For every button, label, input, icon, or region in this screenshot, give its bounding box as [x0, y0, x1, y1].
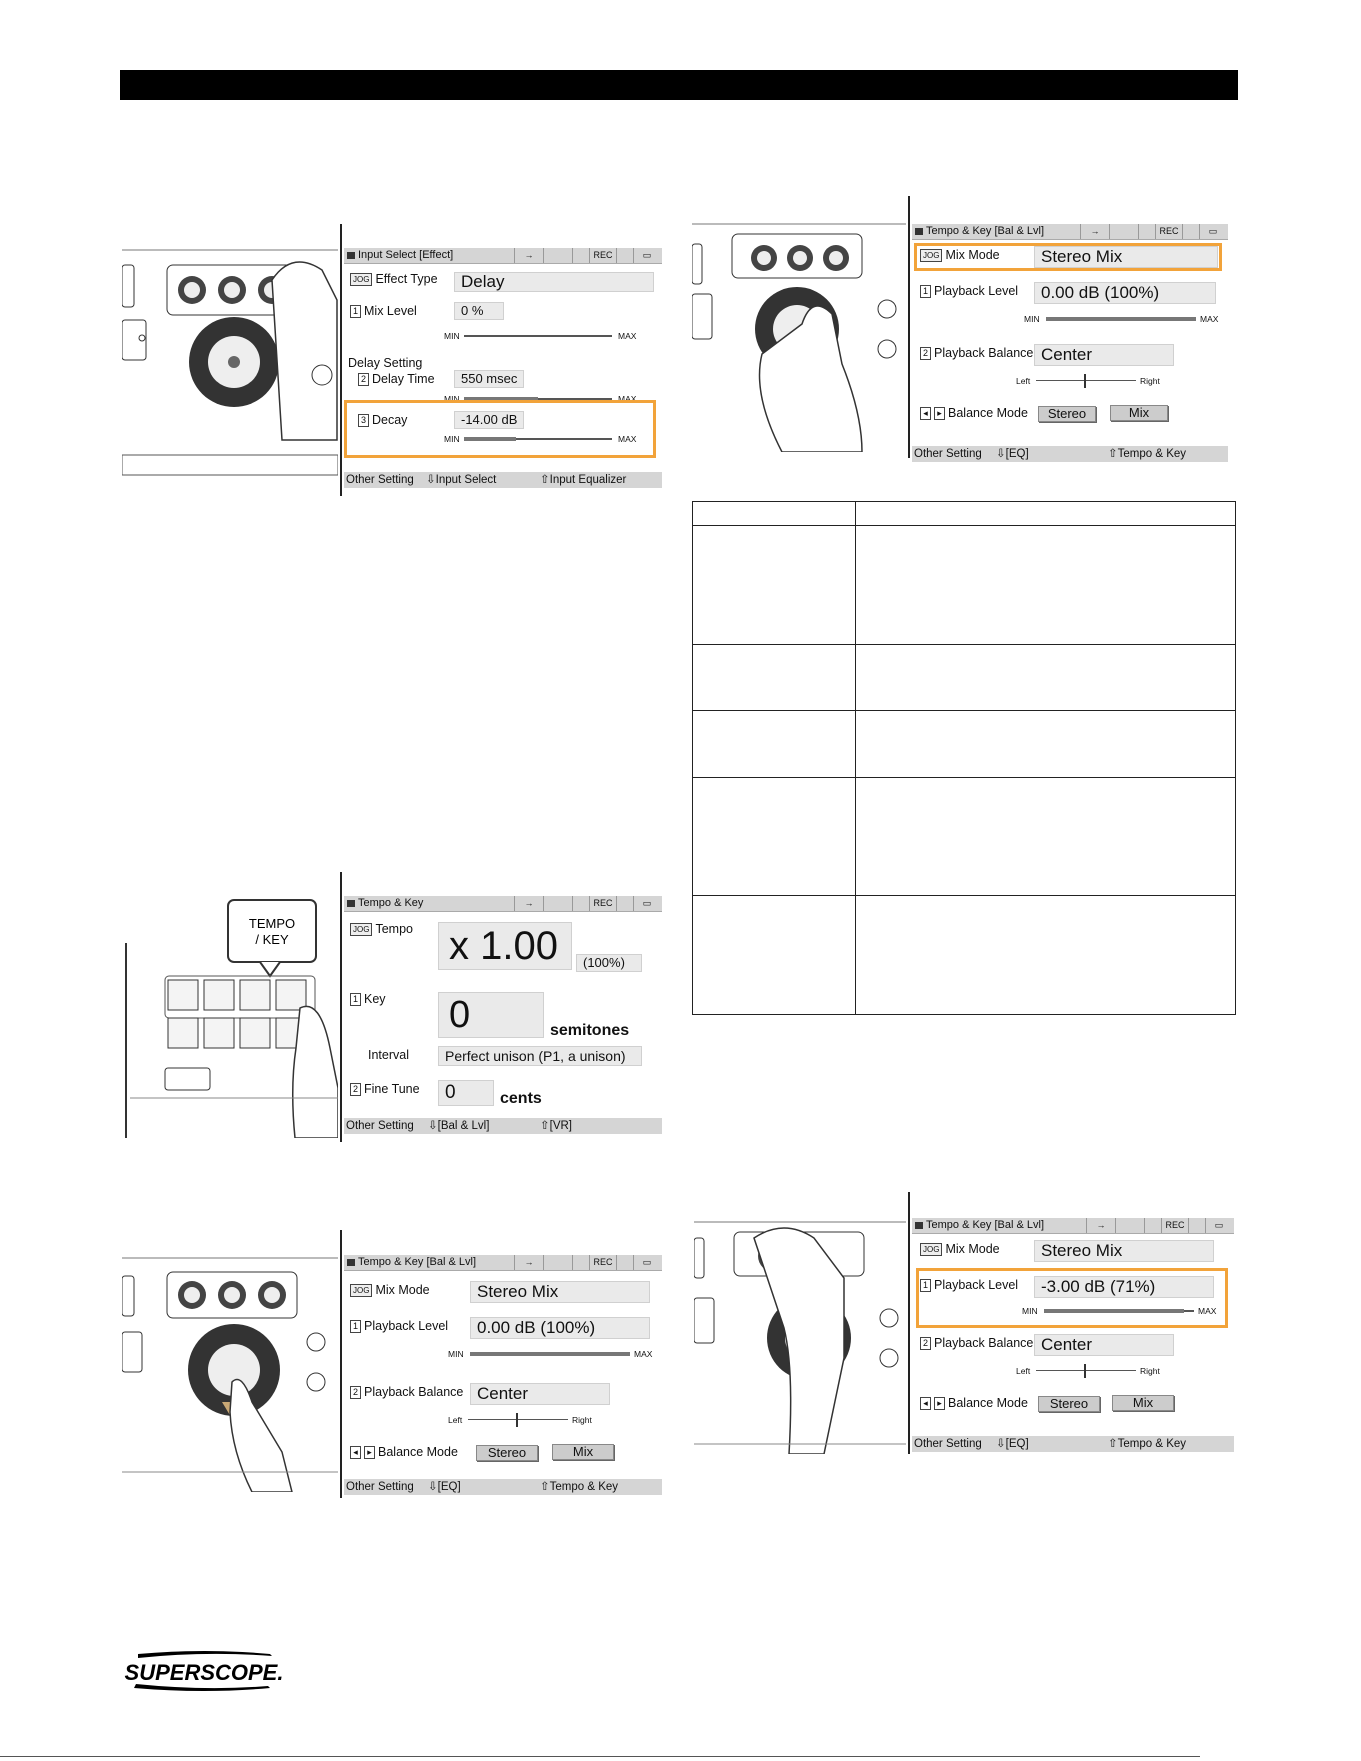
battery-icon: ▭ [1205, 1218, 1232, 1233]
footer-down-nav[interactable]: ⇩[EQ] [996, 1438, 1029, 1450]
mix-mode-value[interactable]: Stereo Mix [470, 1281, 650, 1303]
playback-balance-value[interactable]: Center [470, 1383, 610, 1405]
lcd-tempo-key [344, 896, 662, 1134]
footer-up-nav[interactable]: ⇧Tempo & Key [1108, 1438, 1187, 1450]
balance-mode-label: ◂ ▸ Balance Mode [920, 1396, 1028, 1410]
footer-other-setting: Other Setting [914, 1438, 982, 1450]
lcd-bal-lvl-a [912, 224, 1228, 462]
rec-indicator: REC [589, 896, 616, 911]
lcd-title: Tempo & Key [Bal & Lvl] [358, 1256, 476, 1268]
lcd-header [344, 248, 662, 264]
footer-other-setting: Other Setting [346, 474, 414, 486]
table-header-cell [856, 502, 1236, 526]
lcd-title: Tempo & Key [Bal & Lvl] [926, 225, 1044, 237]
mix-level-label: 1 Mix Level [350, 304, 417, 318]
playback-balance-value[interactable]: Center [1034, 344, 1174, 366]
arrow-icon: → [1080, 224, 1109, 239]
decay-slider[interactable]: MIN MAX [444, 434, 637, 444]
table-cell [856, 711, 1236, 777]
decay-label: 3 Decay [358, 413, 407, 427]
stereo-button[interactable]: Stereo [476, 1445, 538, 1461]
battery-icon: ▭ [633, 1255, 660, 1270]
lcd-header [912, 1218, 1234, 1234]
effect-type-label: JOG Effect Type [350, 272, 438, 286]
mix-level-slider[interactable]: MIN MAX [444, 331, 637, 341]
arrow-icon: → [514, 248, 543, 263]
lcd-footer [344, 472, 662, 488]
playback-balance-value[interactable]: Center [1034, 1334, 1174, 1356]
footer-other-setting: Other Setting [914, 448, 982, 460]
arrow-icon: → [514, 896, 543, 911]
playback-level-slider[interactable]: MIN MAX [448, 1349, 653, 1359]
lcd-header [912, 224, 1228, 240]
balance-slider[interactable]: Left Right [448, 1415, 592, 1425]
delay-time-value[interactable]: 550 msec [454, 370, 524, 388]
stereo-button[interactable]: Stereo [1038, 1396, 1100, 1412]
bottom-rule [0, 1756, 1200, 1757]
mix-mode-label: JOG Mix Mode [350, 1283, 430, 1297]
lcd-footer [912, 1436, 1234, 1452]
playback-level-value[interactable]: -3.00 dB (71%) [1034, 1276, 1214, 1298]
mix-mode-label: JOG Mix Mode [920, 248, 1000, 262]
rec-indicator: REC [1155, 224, 1182, 239]
lcd-bal-lvl-b [344, 1255, 662, 1495]
playback-level-highlight [916, 1268, 1228, 1328]
rec-indicator: REC [589, 248, 616, 263]
table-cell [693, 777, 856, 896]
playback-level-value[interactable]: 0.00 dB (100%) [1034, 282, 1216, 304]
footer-up-nav[interactable]: ⇧[VR] [540, 1120, 573, 1132]
playback-level-slider[interactable]: MIN MAX [1024, 314, 1219, 324]
effect-type-value[interactable]: Delay [454, 272, 654, 292]
footer-down-nav[interactable]: ⇩[Bal & Lvl] [428, 1120, 490, 1132]
header-bar [120, 70, 1238, 100]
mix-mode-value[interactable]: Stereo Mix [1034, 246, 1218, 268]
table-cell [693, 526, 856, 645]
lcd-title: Tempo & Key [358, 897, 424, 909]
playback-level-label: 1 Playback Level [350, 1319, 448, 1333]
mix-button[interactable]: Mix [552, 1444, 614, 1460]
figure-divider [340, 224, 342, 496]
device-illustration [692, 214, 906, 452]
mix-button[interactable]: Mix [1110, 405, 1168, 421]
footer-down-nav[interactable]: ⇩[EQ] [428, 1481, 461, 1493]
decay-value[interactable]: -14.00 dB [454, 411, 524, 429]
mix-mode-label: JOG Mix Mode [920, 1242, 1000, 1256]
figure-divider [340, 1230, 342, 1498]
playback-level-value[interactable]: 0.00 dB (100%) [470, 1317, 650, 1339]
footer-other-setting: Other Setting [346, 1120, 414, 1132]
tempo-label: JOG Tempo [350, 922, 413, 936]
playback-level-slider[interactable]: MIN MAX [1022, 1306, 1217, 1316]
lcd-header [344, 896, 662, 912]
playback-balance-label: 2 Playback Balance [920, 346, 1033, 360]
table-cell [693, 644, 856, 710]
fine-tune-unit: cents [500, 1090, 542, 1107]
lcd-input-effect [344, 248, 662, 488]
footer-down-nav[interactable]: ⇩Input Select [426, 474, 497, 486]
delay-setting-heading: Delay Setting [348, 356, 423, 370]
lcd-bal-lvl-c [912, 1218, 1234, 1452]
tempo-value[interactable]: x 1.00 [438, 922, 572, 970]
lcd-footer [912, 446, 1228, 462]
interval-value: Perfect unison (P1, a unison) [438, 1046, 642, 1066]
playback-level-label: 1 Playback Level [920, 284, 1018, 298]
table-cell [856, 526, 1236, 645]
key-value[interactable]: 0 [438, 992, 544, 1038]
figure-divider [340, 872, 342, 1142]
rec-indicator: REC [1161, 1218, 1188, 1233]
playback-balance-label: 2 Playback Balance [350, 1385, 463, 1399]
superscope-logo [120, 1650, 290, 1692]
figure-divider [908, 196, 910, 458]
lcd-title: Tempo & Key [Bal & Lvl] [926, 1219, 1044, 1231]
table-cell [856, 777, 1236, 896]
footer-up-nav[interactable]: ⇧Tempo & Key [540, 1481, 619, 1493]
delay-time-slider[interactable]: MIN MAX [444, 394, 637, 404]
figure-divider [908, 1192, 910, 1454]
playback-balance-label: 2 Playback Balance [920, 1336, 1033, 1350]
fine-tune-value[interactable]: 0 [438, 1080, 494, 1106]
table-cell [856, 644, 1236, 710]
device-illustration [122, 1252, 338, 1492]
settings-table [692, 501, 1236, 1015]
fine-tune-label: 2 Fine Tune [350, 1082, 420, 1096]
table-cell [856, 896, 1236, 1015]
footer-up-nav[interactable]: ⇧Tempo & Key [1108, 448, 1187, 460]
delay-time-label: 2 Delay Time [358, 372, 435, 386]
playback-level-label: 1 Playback Level [920, 1278, 1018, 1292]
balance-slider[interactable]: Left Right [1016, 1366, 1160, 1376]
balance-mode-label: ◂ ▸ Balance Mode [350, 1445, 458, 1459]
lcd-footer [344, 1118, 662, 1134]
arrow-icon: → [1086, 1218, 1115, 1233]
battery-icon: ▭ [633, 248, 660, 263]
device-illustration [122, 240, 338, 485]
key-label: 1 Key [350, 992, 386, 1006]
device-illustration [120, 888, 338, 1138]
svg-text:/ KEY: / KEY [255, 932, 289, 947]
mix-mode-highlight [914, 243, 1222, 271]
interval-label: Interval [368, 1048, 409, 1062]
balance-slider[interactable]: Left Right [1016, 376, 1160, 386]
rec-indicator: REC [589, 1255, 616, 1270]
mix-mode-value[interactable]: Stereo Mix [1034, 1240, 1214, 1262]
battery-icon: ▭ [1199, 224, 1226, 239]
table-cell [693, 896, 856, 1015]
tempo-percent: (100%) [576, 954, 642, 972]
arrow-icon: → [514, 1255, 543, 1270]
footer-other-setting: Other Setting [346, 1481, 414, 1493]
device-illustration [694, 1208, 906, 1454]
footer-up-nav[interactable]: ⇧Input Equalizer [540, 474, 627, 486]
table-cell [693, 711, 856, 777]
stereo-button[interactable]: Stereo [1038, 406, 1096, 422]
decay-highlight [344, 400, 656, 458]
lcd-title: Input Select [Effect] [358, 249, 454, 261]
tempo-key-callout: TEMPO [248, 916, 296, 931]
table-header-cell [693, 502, 856, 526]
battery-icon: ▭ [633, 896, 660, 911]
mix-button[interactable]: Mix [1112, 1395, 1174, 1411]
balance-mode-label: ◂ ▸ Balance Mode [920, 406, 1028, 420]
lcd-footer [344, 1479, 662, 1495]
mix-level-value[interactable]: 0 % [454, 302, 504, 320]
key-unit: semitones [550, 1022, 630, 1039]
footer-down-nav[interactable]: ⇩[EQ] [996, 448, 1029, 460]
lcd-header [344, 1255, 662, 1271]
logo-text: SUPERSCOPE. [124, 1660, 284, 1685]
